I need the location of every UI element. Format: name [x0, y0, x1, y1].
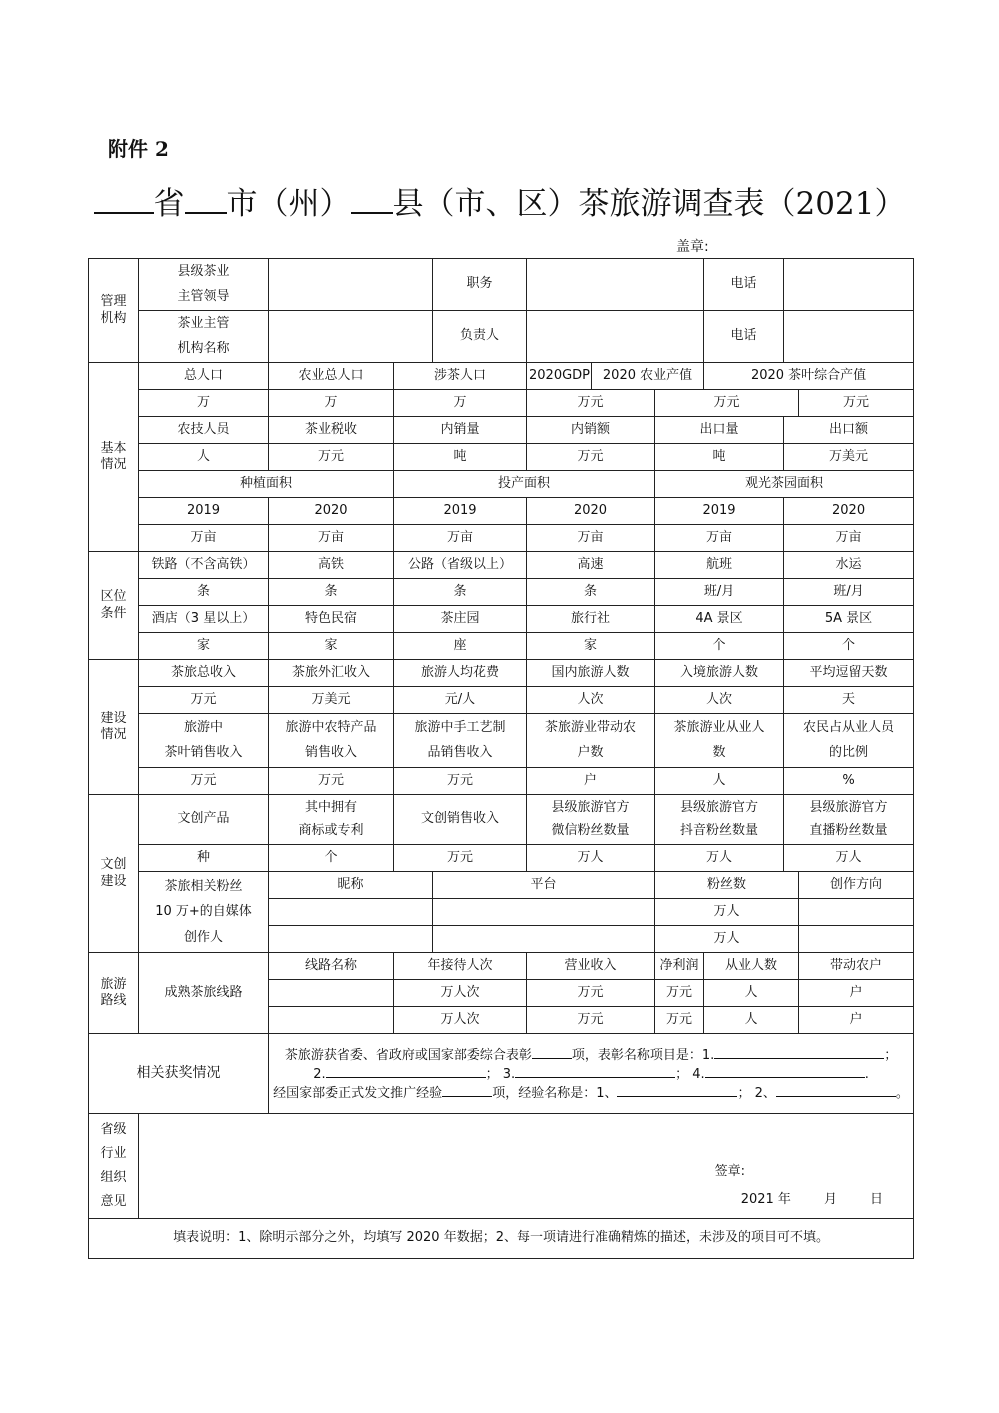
awards-text: ； [884, 1047, 898, 1063]
unit-input[interactable]: 户 [799, 1007, 914, 1034]
form-note: 填表说明：1、除明示部分之外，均填写 2020 年数据；2、每一项请进行准确精炼的描述，未涉及的项目可不填。 [89, 1219, 914, 1259]
unit-input[interactable]: 万元 [139, 768, 269, 795]
awards-name-1-blank[interactable] [714, 1045, 884, 1059]
area-header: 种植面积 [139, 471, 394, 498]
cat-awards: 相关获奖情况 [89, 1034, 269, 1114]
basic-header: 农业总人口 [269, 363, 394, 390]
area-unit[interactable]: 万亩 [784, 525, 914, 552]
basic-header: 出口量 [655, 417, 784, 444]
unit-input[interactable]: 个 [655, 633, 784, 660]
signature-label: 签章: [714, 1164, 746, 1179]
awards-text: ； 4. [675, 1066, 705, 1082]
nickname-input[interactable] [269, 926, 433, 953]
construction-header: 茶旅外汇收入 [269, 660, 394, 687]
city-blank[interactable] [185, 186, 227, 214]
person-input[interactable] [527, 311, 704, 363]
location-header: 高铁 [269, 552, 394, 579]
awards-text: 2. [313, 1066, 326, 1082]
influencer-header: 粉丝数 [655, 872, 799, 899]
construction-header: 茶旅游业带动农 户数 [527, 714, 655, 768]
direction-input[interactable] [799, 899, 914, 926]
unit-input[interactable]: 家 [527, 633, 655, 660]
cat-cultural: 文创 建设 [89, 795, 139, 953]
unit-input[interactable]: 万 [139, 390, 269, 417]
unit-input[interactable]: 吨 [655, 444, 784, 471]
location-header: 特色民宿 [269, 606, 394, 633]
unit-input[interactable]: 天 [784, 687, 914, 714]
unit-input[interactable]: 万元 [269, 444, 394, 471]
location-header: 铁路（不含高铁） [139, 552, 269, 579]
route-label: 成熟茶旅线路 [139, 953, 269, 1034]
awards-text: 。 [895, 1086, 909, 1102]
unit-input[interactable]: 万元 [655, 1007, 704, 1034]
awards-name-3-blank[interactable] [515, 1064, 675, 1078]
cat-opinion: 省级 行业 组织 意见 [89, 1114, 139, 1219]
influencer-label: 茶旅相关粉丝 10 万+的自媒体 创作人 [139, 872, 269, 953]
unit-input[interactable]: 万元 [269, 768, 394, 795]
unit-input[interactable]: 万元 [527, 444, 655, 471]
attachment-label: 附件 2 [108, 137, 169, 161]
opinion-input[interactable] [139, 1114, 914, 1219]
awards-text: ； 3. [485, 1066, 516, 1082]
construction-header: 茶旅总收入 [139, 660, 269, 687]
province-blank[interactable] [94, 186, 154, 214]
signature-area [139, 1114, 913, 1218]
basic-header: 出口额 [784, 417, 914, 444]
unit-input[interactable]: 元/人 [394, 687, 527, 714]
awards-line-3 [271, 1083, 911, 1102]
fans-input[interactable]: 万人 [655, 899, 799, 926]
awards-text: 经国家部委正式发文推广经验 [273, 1086, 443, 1102]
awards-text: 项，表彰名称项目是：1. [571, 1047, 715, 1063]
title-city: 市（州） [226, 186, 351, 222]
cultural-header: 其中拥有 商标或专利 [269, 795, 394, 845]
unit-input[interactable]: 人 [655, 768, 784, 795]
location-header: 水运 [784, 552, 914, 579]
unit-input[interactable]: 万元 [527, 390, 655, 417]
year-header: 2019 [394, 498, 527, 525]
route-header: 净利润 [655, 953, 704, 980]
basic-header: 农技人员 [139, 417, 269, 444]
unit-input[interactable]: 万元 [799, 390, 914, 417]
unit-input[interactable]: 万人次 [394, 980, 527, 1007]
year-header: 2020 [269, 498, 394, 525]
influencer-header: 平台 [433, 872, 655, 899]
unit-input[interactable]: 户 [799, 980, 914, 1007]
basic-header: 2020GDP [527, 363, 592, 390]
unit-input[interactable]: 万元 [139, 687, 269, 714]
unit-input[interactable]: 万人 [655, 845, 784, 872]
survey-table [88, 258, 914, 1259]
basic-header: 2020 茶叶综合产值 [704, 363, 914, 390]
location-header: 4A 景区 [655, 606, 784, 633]
title-province: 省 [153, 186, 185, 222]
person-label: 负责人 [433, 311, 527, 363]
direction-input[interactable] [799, 926, 914, 953]
unit-input[interactable]: 万人次 [394, 1007, 527, 1034]
experience-name-1-blank[interactable] [617, 1083, 737, 1097]
unit-input[interactable]: 条 [269, 579, 394, 606]
position-input[interactable] [527, 259, 704, 311]
phone-input[interactable] [784, 259, 914, 311]
location-header: 旅行社 [527, 606, 655, 633]
phone2-input[interactable] [784, 311, 914, 363]
area-unit[interactable]: 万亩 [139, 525, 269, 552]
unit-input[interactable]: 条 [139, 579, 269, 606]
unit-input[interactable]: 万 [269, 390, 394, 417]
unit-input[interactable]: 万元 [655, 980, 704, 1007]
phone-label: 电话 [704, 259, 784, 311]
platform-input[interactable] [433, 926, 655, 953]
leader-input[interactable] [269, 259, 433, 311]
awards-text: 茶旅游获省委、省政府或国家部委综合表彰 [284, 1047, 532, 1063]
awards-text: 项，经验名称是：1、 [492, 1086, 618, 1102]
phone2-label: 电话 [704, 311, 784, 363]
platform-input[interactable] [433, 899, 655, 926]
experience-name-2-blank[interactable] [776, 1083, 896, 1097]
unit-input[interactable]: 人次 [527, 687, 655, 714]
fans-input[interactable]: 万人 [655, 926, 799, 953]
construction-header: 旅游中 茶叶销售收入 [139, 714, 269, 768]
basic-header: 内销量 [394, 417, 527, 444]
year-header: 2019 [655, 498, 784, 525]
construction-header: 旅游中农特产品 销售收入 [269, 714, 394, 768]
route-name-input[interactable] [269, 980, 394, 1007]
unit-input[interactable]: 万元 [527, 980, 655, 1007]
awards-name-4-blank[interactable] [705, 1064, 865, 1078]
unit-input[interactable]: 班/月 [655, 579, 784, 606]
awards-line-2 [271, 1064, 911, 1083]
year-header: 2020 [527, 498, 655, 525]
basic-header: 2020 农业产值 [592, 363, 704, 390]
cat-management: 管理 机构 [89, 259, 139, 363]
location-header: 公路（省级以上） [394, 552, 527, 579]
construction-header: 旅游人均花费 [394, 660, 527, 687]
unit-input[interactable]: 万元 [527, 1007, 655, 1034]
basic-header: 茶业税收 [269, 417, 394, 444]
route-header: 年接待人次 [394, 953, 527, 980]
cat-construction: 建设 情况 [89, 660, 139, 795]
route-header: 从业人数 [704, 953, 799, 980]
route-header: 线路名称 [269, 953, 394, 980]
awards-text: . [864, 1066, 869, 1082]
route-header: 带动农户 [799, 953, 914, 980]
construction-header: 茶旅游业从业人 数 [655, 714, 784, 768]
unit-input[interactable]: 座 [394, 633, 527, 660]
year-header: 2020 [784, 498, 914, 525]
experience-count-blank[interactable] [442, 1083, 492, 1097]
area-unit[interactable]: 万亩 [269, 525, 394, 552]
area-unit[interactable]: 万亩 [394, 525, 527, 552]
form-title [0, 178, 999, 223]
cat-basic: 基本 情况 [89, 363, 139, 552]
basic-header: 涉茶人口 [394, 363, 527, 390]
basic-header: 总人口 [139, 363, 269, 390]
unit-input[interactable]: 人次 [655, 687, 784, 714]
construction-header: 旅游中手工艺制 品销售收入 [394, 714, 527, 768]
cultural-header: 县级旅游官方 抖音粉丝数量 [655, 795, 784, 845]
construction-header: 平均逗留天数 [784, 660, 914, 687]
unit-input[interactable]: 条 [394, 579, 527, 606]
unit-input[interactable]: 万人 [784, 845, 914, 872]
unit-input[interactable]: 种 [139, 845, 269, 872]
title-county: 县（市、区）茶旅游调查表（2021） [392, 186, 906, 222]
unit-input[interactable]: 个 [784, 633, 914, 660]
unit-input[interactable]: 户 [527, 768, 655, 795]
unit-input[interactable]: 万人 [527, 845, 655, 872]
unit-input[interactable]: 家 [139, 633, 269, 660]
influencer-header: 创作方向 [799, 872, 914, 899]
awards-line-1 [271, 1045, 911, 1064]
location-header: 5A 景区 [784, 606, 914, 633]
construction-header: 入境旅游人数 [655, 660, 784, 687]
cultural-header: 文创产品 [139, 795, 269, 845]
unit-input[interactable]: 班/月 [784, 579, 914, 606]
unit-input[interactable]: 万元 [655, 390, 799, 417]
unit-input[interactable]: 万 [394, 390, 527, 417]
location-header: 高速 [527, 552, 655, 579]
cultural-header: 县级旅游官方 微信粉丝数量 [527, 795, 655, 845]
awards-content [269, 1034, 914, 1114]
cat-location: 区位 条件 [89, 552, 139, 660]
org-label: 茶业主管 机构名称 [139, 311, 269, 363]
basic-header: 内销额 [527, 417, 655, 444]
awards-text: ； 2、 [737, 1086, 776, 1102]
unit-input[interactable]: % [784, 768, 914, 795]
area-unit[interactable]: 万亩 [527, 525, 655, 552]
area-unit[interactable]: 万亩 [655, 525, 784, 552]
influencer-header: 昵称 [269, 872, 433, 899]
route-header: 营业收入 [527, 953, 655, 980]
county-blank[interactable] [351, 186, 393, 214]
unit-input[interactable]: 万元 [394, 768, 527, 795]
unit-input[interactable]: 吨 [394, 444, 527, 471]
location-header: 航班 [655, 552, 784, 579]
unit-input[interactable]: 家 [269, 633, 394, 660]
awards-name-2-blank[interactable] [326, 1064, 486, 1078]
construction-header: 农民占从业人员 的比例 [784, 714, 914, 768]
unit-input[interactable]: 个 [269, 845, 394, 872]
nickname-input[interactable] [269, 899, 433, 926]
cat-route: 旅游 路线 [89, 953, 139, 1034]
area-header: 投产面积 [394, 471, 655, 498]
cultural-header: 文创销售收入 [394, 795, 527, 845]
leader-label: 县级茶业 主管领导 [139, 259, 269, 311]
seal-label: 盖章: [676, 239, 709, 255]
year-header: 2019 [139, 498, 269, 525]
org-input[interactable] [269, 311, 433, 363]
unit-input[interactable]: 人 [704, 980, 799, 1007]
awards-count-blank[interactable] [532, 1045, 572, 1059]
date-label: 2021 年 月 日 [740, 1192, 884, 1207]
cultural-header: 县级旅游官方 直播粉丝数量 [784, 795, 914, 845]
location-header: 酒店（3 星以上） [139, 606, 269, 633]
construction-header: 国内旅游人数 [527, 660, 655, 687]
unit-input[interactable]: 人 [139, 444, 269, 471]
unit-input[interactable]: 人 [704, 1007, 799, 1034]
area-header: 观光茶园面积 [655, 471, 914, 498]
route-name-input[interactable] [269, 1007, 394, 1034]
unit-input[interactable]: 条 [527, 579, 655, 606]
unit-input[interactable]: 万元 [394, 845, 527, 872]
location-header: 茶庄园 [394, 606, 527, 633]
unit-input[interactable]: 万美元 [784, 444, 914, 471]
position-label: 职务 [433, 259, 527, 311]
unit-input[interactable]: 万美元 [269, 687, 394, 714]
